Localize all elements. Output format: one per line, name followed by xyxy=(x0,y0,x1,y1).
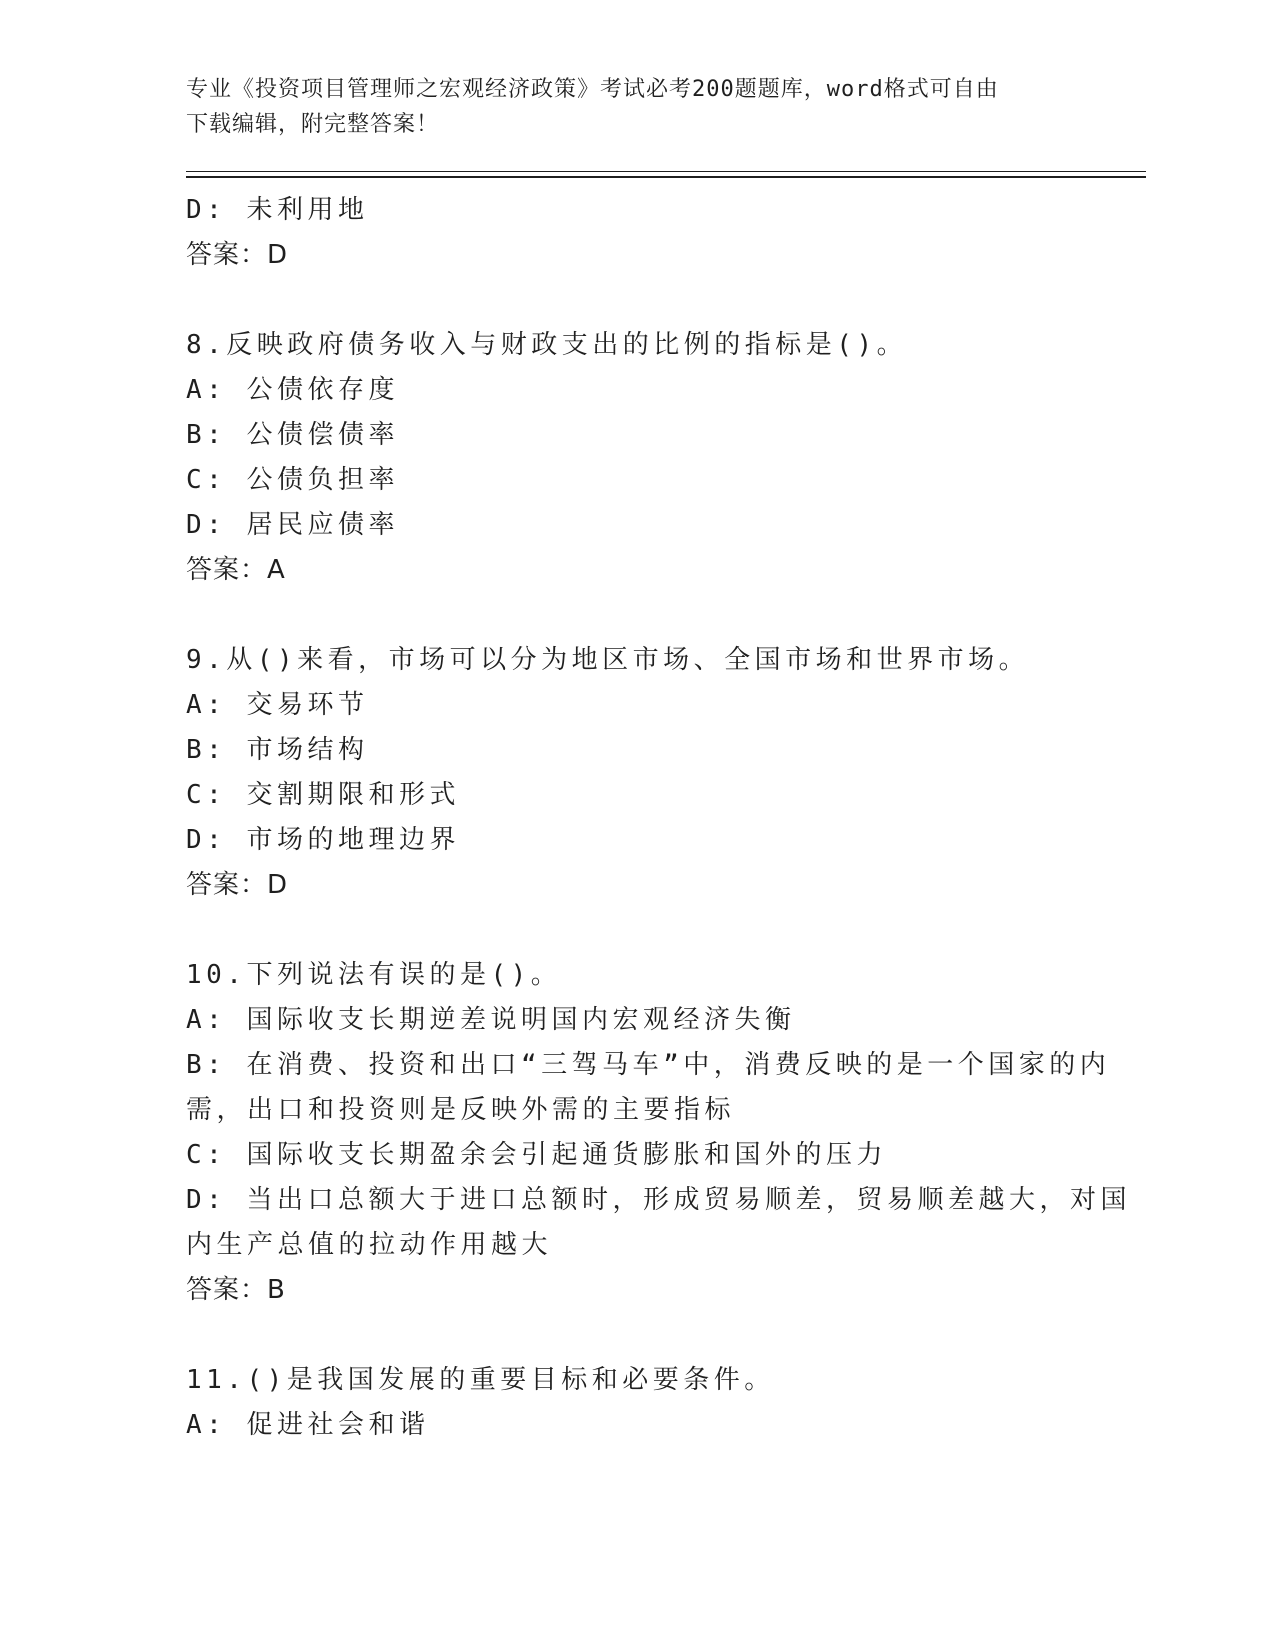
option-d: D: 居民应债率 xyxy=(186,510,399,540)
answer-line: 答案：B xyxy=(186,1275,286,1305)
question-stem: 8.反映政府债务收入与财政支出的比例的指标是()。 xyxy=(186,330,908,360)
question-10 xyxy=(186,953,1131,1313)
carryover-block xyxy=(186,188,1086,278)
option-d-continued: 内生产总值的拉动作用越大 xyxy=(186,1230,553,1260)
answer-line: 答案：A xyxy=(186,555,286,585)
option-b: B: 在消费、投资和出口“三驾马车”中，消费反映的是一个国家的内 xyxy=(186,1050,1111,1080)
option-b: B: 市场结构 xyxy=(186,735,369,765)
header-rule-thick xyxy=(186,176,1146,178)
document-header xyxy=(186,72,1066,142)
header-line-1: 专业《投资项目管理师之宏观经济政策》考试必考200题题库，word格式可自由 xyxy=(186,77,999,102)
option-b-continued: 需，出口和投资则是反映外需的主要指标 xyxy=(186,1095,736,1125)
question-list xyxy=(186,188,1131,1448)
answer-line: 答案：D xyxy=(186,240,289,270)
question-8 xyxy=(186,323,1086,593)
option-c: C: 公债负担率 xyxy=(186,465,399,495)
option-a: A: 促进社会和谐 xyxy=(186,1410,430,1440)
question-11 xyxy=(186,1358,1086,1448)
option-b: B: 公债偿债率 xyxy=(186,420,399,450)
answer-line: 答案：D xyxy=(186,870,289,900)
option-d: D: 市场的地理边界 xyxy=(186,825,460,855)
question-stem: 11.()是我国发展的重要目标和必要条件。 xyxy=(186,1365,775,1395)
option-d: D: 未利用地 xyxy=(186,195,369,225)
option-a: A: 公债依存度 xyxy=(186,375,399,405)
question-stem: 9.从()来看，市场可以分为地区市场、全国市场和世界市场。 xyxy=(186,645,1030,675)
option-c: C: 国际收支长期盈余会引起通货膨胀和国外的压力 xyxy=(186,1140,887,1170)
question-9 xyxy=(186,638,1086,908)
option-a: A: 交易环节 xyxy=(186,690,369,720)
header-line-2: 下载编辑，附完整答案！ xyxy=(186,112,440,137)
question-stem: 10.下列说法有误的是()。 xyxy=(186,960,562,990)
header-rule-thin xyxy=(186,171,1146,172)
option-a: A: 国际收支长期逆差说明国内宏观经济失衡 xyxy=(186,1005,796,1035)
option-c: C: 交割期限和形式 xyxy=(186,780,460,810)
option-d: D: 当出口总额大于进口总额时，形成贸易顺差，贸易顺差越大，对国 xyxy=(186,1185,1131,1215)
